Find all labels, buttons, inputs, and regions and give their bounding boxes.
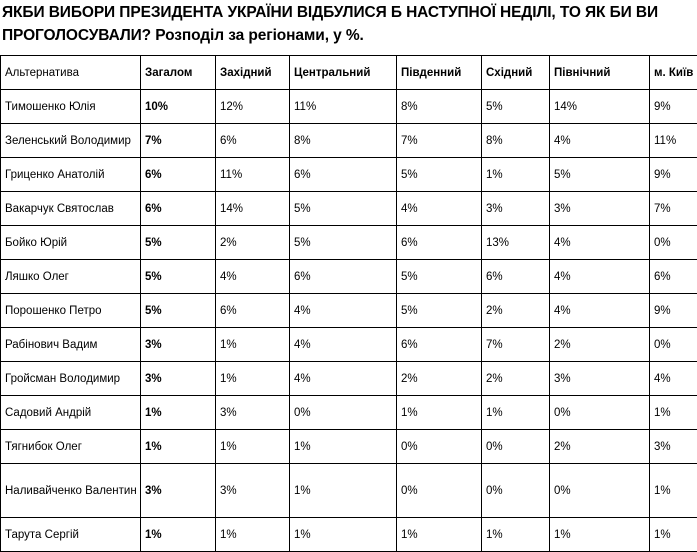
cell-east: 0% [482, 464, 550, 518]
title-subtitle: Розподіл за регіонами, у %. [151, 27, 364, 44]
cell-south: 6% [397, 328, 482, 362]
cell-kyiv: 1% [650, 464, 697, 518]
cell-west: 1% [216, 328, 290, 362]
column-header-west: Західний [216, 56, 290, 90]
cell-south: 8% [397, 90, 482, 124]
cell-total: 5% [141, 226, 216, 260]
candidate-name: Садовий Андрій [1, 396, 141, 430]
page-title [2, 1, 694, 47]
candidate-name: Рабінович Вадим [1, 328, 141, 362]
cell-north: 1% [550, 518, 650, 552]
cell-total: 3% [141, 362, 216, 396]
candidate-name: Гройсман Володимир [1, 362, 141, 396]
cell-south: 1% [397, 396, 482, 430]
candidate-name: Гриценко Анатолій [1, 158, 141, 192]
cell-total: 1% [141, 430, 216, 464]
column-header-east: Східний [482, 56, 550, 90]
cell-east: 1% [482, 518, 550, 552]
cell-kyiv: 6% [650, 260, 697, 294]
cell-east: 7% [482, 328, 550, 362]
table-body [1, 90, 697, 552]
results-table [0, 55, 697, 552]
table-row [1, 518, 697, 552]
cell-center: 8% [290, 124, 397, 158]
cell-east: 2% [482, 362, 550, 396]
cell-north: 5% [550, 158, 650, 192]
title-line-1: ЯКБИ ВИБОРИ ПРЕЗИДЕНТА УКРАЇНИ ВІДБУЛИСЯ Б НАСТУПНОЇ НЕДІЛІ, ТО ЯК БИ ВИ [2, 1, 694, 24]
table-row [1, 362, 697, 396]
cell-west: 3% [216, 464, 290, 518]
column-header-kyiv: м. Київ [650, 56, 697, 90]
title-question: ПРОГОЛОСУВАЛИ? [2, 27, 151, 44]
cell-center: 1% [290, 430, 397, 464]
cell-kyiv: 7% [650, 192, 697, 226]
title-line-2 [2, 24, 694, 47]
column-header-total: Загалом [141, 56, 216, 90]
cell-kyiv: 1% [650, 518, 697, 552]
cell-east: 1% [482, 396, 550, 430]
candidate-name: Тягнибок Олег [1, 430, 141, 464]
cell-north: 0% [550, 464, 650, 518]
cell-east: 2% [482, 294, 550, 328]
cell-total: 10% [141, 90, 216, 124]
header-row [1, 56, 697, 90]
cell-kyiv: 0% [650, 226, 697, 260]
cell-total: 7% [141, 124, 216, 158]
cell-west: 6% [216, 294, 290, 328]
table-row [1, 124, 697, 158]
cell-kyiv: 9% [650, 158, 697, 192]
cell-west: 11% [216, 158, 290, 192]
cell-east: 1% [482, 158, 550, 192]
cell-total: 5% [141, 294, 216, 328]
cell-total: 1% [141, 518, 216, 552]
cell-south: 1% [397, 518, 482, 552]
column-header-north: Північний [550, 56, 650, 90]
table-row [1, 396, 697, 430]
table-row [1, 260, 697, 294]
table-row [1, 158, 697, 192]
cell-north: 4% [550, 124, 650, 158]
cell-south: 5% [397, 260, 482, 294]
cell-west: 1% [216, 430, 290, 464]
cell-kyiv: 9% [650, 90, 697, 124]
cell-center: 0% [290, 396, 397, 430]
cell-total: 3% [141, 328, 216, 362]
candidate-name: Ляшко Олег [1, 260, 141, 294]
candidate-name: Вакарчук Святослав [1, 192, 141, 226]
cell-south: 0% [397, 464, 482, 518]
cell-kyiv: 9% [650, 294, 697, 328]
cell-south: 2% [397, 362, 482, 396]
cell-total: 3% [141, 464, 216, 518]
cell-kyiv: 4% [650, 362, 697, 396]
cell-center: 5% [290, 192, 397, 226]
cell-west: 6% [216, 124, 290, 158]
candidate-name: Наливайченко Валентин [1, 464, 141, 518]
cell-south: 0% [397, 430, 482, 464]
cell-north: 2% [550, 328, 650, 362]
cell-center: 1% [290, 518, 397, 552]
cell-east: 0% [482, 430, 550, 464]
cell-north: 3% [550, 362, 650, 396]
table-row [1, 226, 697, 260]
cell-south: 7% [397, 124, 482, 158]
table-row [1, 430, 697, 464]
table-row [1, 328, 697, 362]
cell-center: 4% [290, 362, 397, 396]
cell-west: 14% [216, 192, 290, 226]
cell-south: 4% [397, 192, 482, 226]
cell-south: 6% [397, 226, 482, 260]
cell-east: 5% [482, 90, 550, 124]
cell-total: 6% [141, 192, 216, 226]
cell-east: 6% [482, 260, 550, 294]
cell-east: 13% [482, 226, 550, 260]
cell-north: 3% [550, 192, 650, 226]
candidate-name: Тимошенко Юлія [1, 90, 141, 124]
cell-south: 5% [397, 158, 482, 192]
cell-total: 6% [141, 158, 216, 192]
cell-east: 8% [482, 124, 550, 158]
candidate-name: Бойко Юрій [1, 226, 141, 260]
cell-south: 5% [397, 294, 482, 328]
cell-center: 4% [290, 294, 397, 328]
table-row [1, 192, 697, 226]
column-header-south: Південний [397, 56, 482, 90]
cell-center: 5% [290, 226, 397, 260]
candidate-name: Зеленський Володимир [1, 124, 141, 158]
column-header-alternative: Альтернатива [1, 56, 141, 90]
cell-west: 12% [216, 90, 290, 124]
cell-north: 2% [550, 430, 650, 464]
cell-kyiv: 0% [650, 328, 697, 362]
cell-north: 4% [550, 226, 650, 260]
cell-total: 5% [141, 260, 216, 294]
cell-center: 6% [290, 260, 397, 294]
cell-kyiv: 1% [650, 396, 697, 430]
table-row [1, 90, 697, 124]
cell-north: 0% [550, 396, 650, 430]
cell-east: 3% [482, 192, 550, 226]
cell-center: 4% [290, 328, 397, 362]
cell-west: 3% [216, 396, 290, 430]
cell-center: 1% [290, 464, 397, 518]
candidate-name: Тарута Сергій [1, 518, 141, 552]
cell-kyiv: 11% [650, 124, 697, 158]
cell-total: 1% [141, 396, 216, 430]
table-row [1, 464, 697, 518]
cell-center: 6% [290, 158, 397, 192]
cell-center: 11% [290, 90, 397, 124]
cell-north: 14% [550, 90, 650, 124]
cell-west: 1% [216, 518, 290, 552]
column-header-center: Центральний [290, 56, 397, 90]
cell-north: 4% [550, 260, 650, 294]
cell-kyiv: 3% [650, 430, 697, 464]
table-row [1, 294, 697, 328]
cell-west: 4% [216, 260, 290, 294]
candidate-name: Порошенко Петро [1, 294, 141, 328]
cell-west: 1% [216, 362, 290, 396]
cell-west: 2% [216, 226, 290, 260]
cell-north: 4% [550, 294, 650, 328]
